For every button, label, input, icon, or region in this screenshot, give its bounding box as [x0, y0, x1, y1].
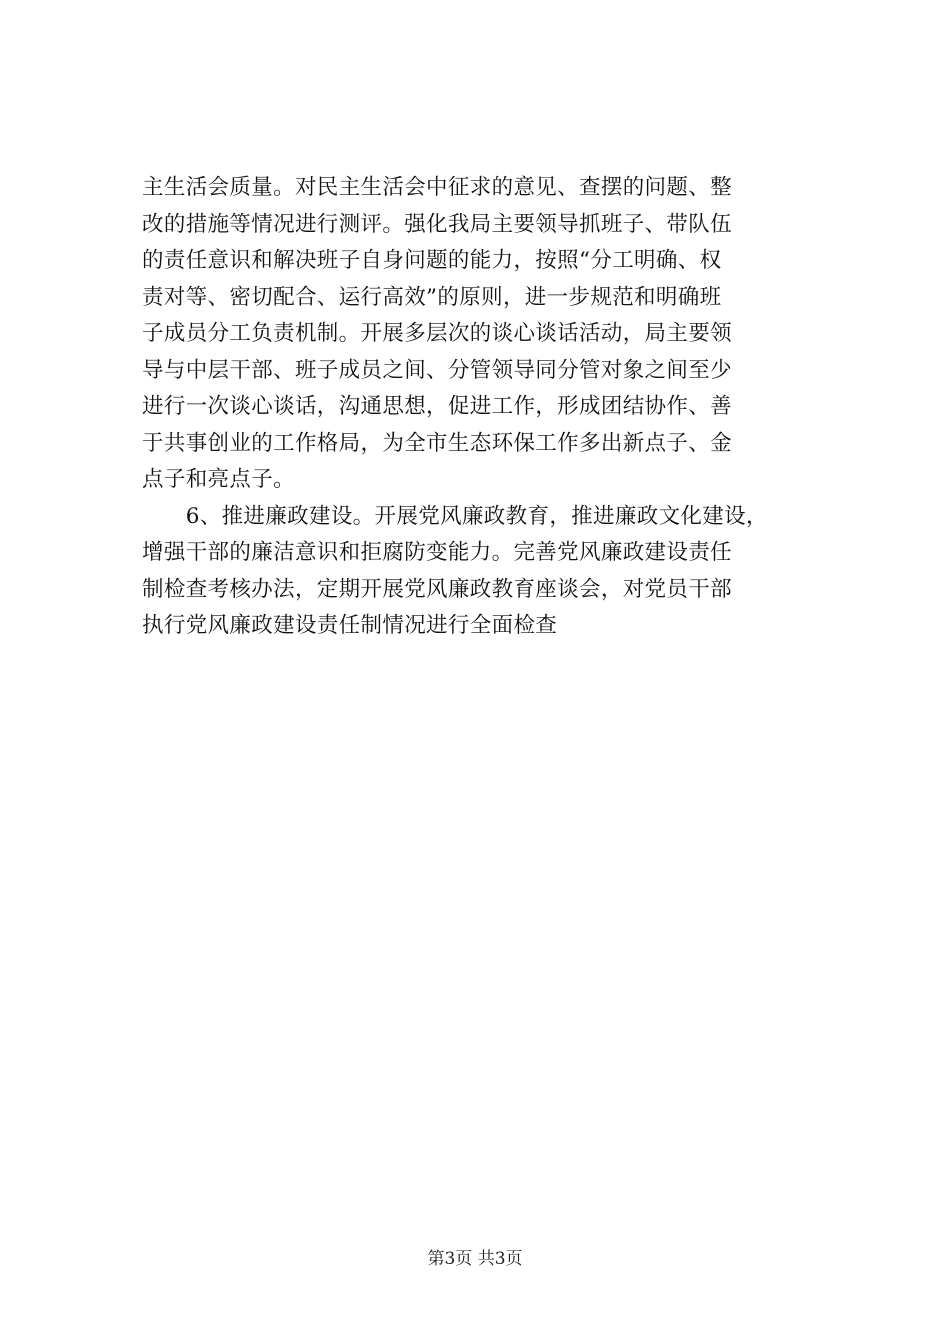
text-line: 导与中层干部、班子成员之间、分管领导同分管对象之间至少 — [142, 357, 732, 383]
text-line: 责对等、密切配合、运行高效”的原则，进一步规范和明确班 — [142, 284, 722, 310]
text-line: 的责任意识和解决班子自身问题的能力，按照“分工明确、权 — [142, 248, 722, 273]
document-body — [142, 170, 832, 645]
text-line: 子成员分工负责机制。开展多层次的谈心谈话活动，局主要领 — [142, 321, 732, 346]
text-line: 点子和亮点子。 — [142, 467, 295, 492]
text-line: 制检查考核办法，定期开展党风廉政教育座谈会，对党员干部 — [142, 576, 732, 602]
text-line: 于共事创业的工作格局，为全市生态环保工作多出新点子、金 — [142, 430, 732, 456]
text-line: 改的措施等情况进行测评。强化我局主要领导抓班子、带队伍 — [142, 211, 732, 237]
text-line: 执行党风廉政建设责任制情况进行全面检查 — [142, 613, 558, 638]
text-line: 进行一次谈心谈话，沟通思想，促进工作，形成团结协作、善 — [142, 394, 732, 419]
text-line: 主生活会质量。对民主生活会中征求的意见、查摆的问题、整 — [142, 175, 732, 200]
page-footer: 第3页 共3页 — [427, 1249, 523, 1269]
text-line: 增强干部的廉洁意识和拒腐防变能力。完善党风廉政建设责任 — [142, 540, 732, 565]
text-line: 6、推进廉政建设。开展党风廉政教育，推进廉政文化建设， — [142, 503, 768, 529]
